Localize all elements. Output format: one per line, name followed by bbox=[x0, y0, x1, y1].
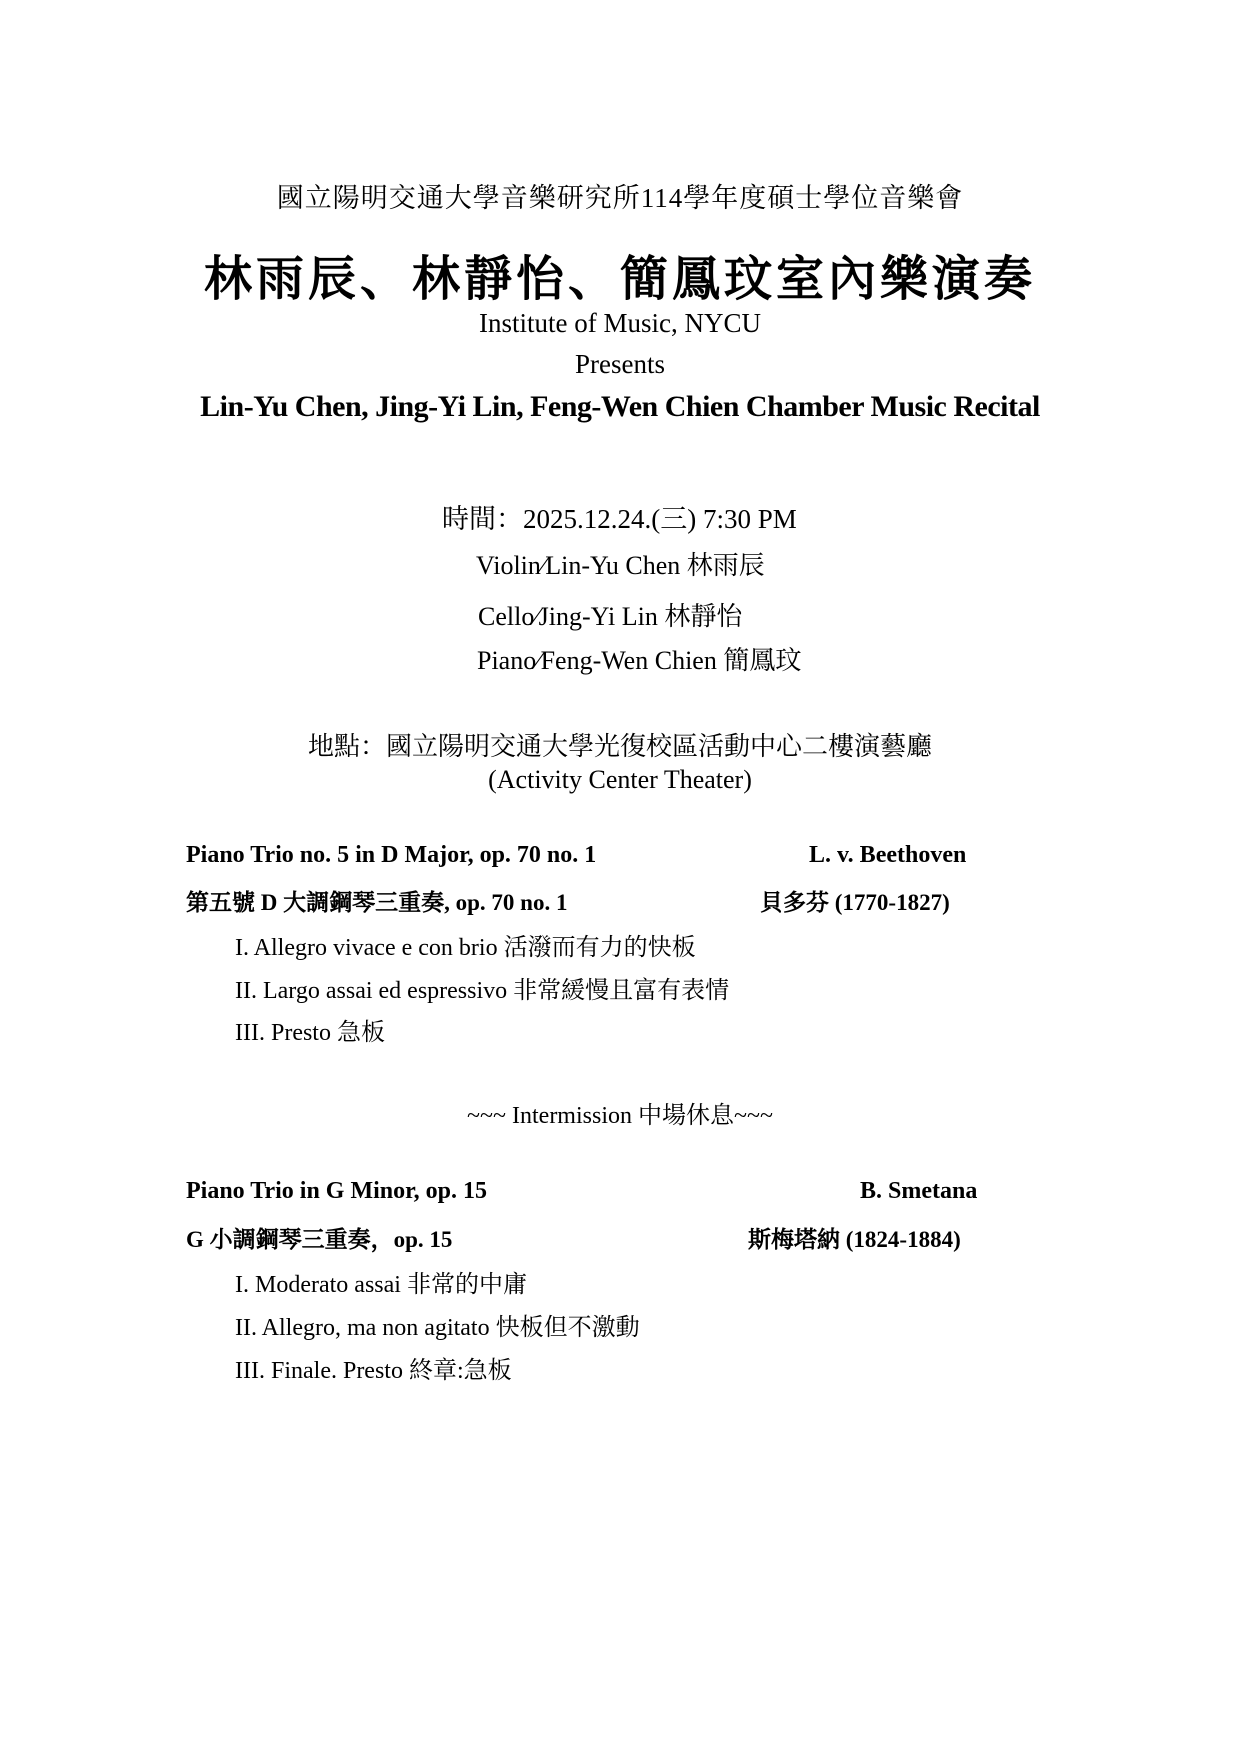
performer-piano: Piano∕Feng-Wen Chien 簡鳳玟 bbox=[477, 646, 802, 675]
piece-1-movement-1: I. Allegro vivace e con brio 活潑而有力的快板 bbox=[235, 935, 696, 961]
piece-2-movement-3: III. Finale. Presto 終章:急板 bbox=[235, 1358, 512, 1384]
piece-1-movement-3: III. Presto 急板 bbox=[235, 1020, 385, 1046]
recital-title-en: Lin-Yu Chen, Jing-Yi Lin, Feng-Wen Chien Chamber Music Recital bbox=[200, 390, 1040, 423]
piece-2-movement-2: II. Allegro, ma non agitato 快板但不激動 bbox=[235, 1315, 640, 1341]
event-venue: 地點：國立陽明交通大學光復校區活動中心二樓演藝廳 bbox=[307, 732, 932, 761]
piece-1-composer: L. v. Beethoven bbox=[809, 842, 967, 868]
piece-1-title-zh: 第五號 D 大調鋼琴三重奏, op. 70 no. 1 bbox=[186, 890, 568, 915]
piece-2-title: Piano Trio in G Minor, op. 15 bbox=[186, 1178, 487, 1204]
intermission-line: ~~~ Intermission 中場休息~~~ bbox=[467, 1103, 773, 1129]
piece-1-title: Piano Trio no. 5 in D Major, op. 70 no. 1 bbox=[186, 842, 597, 868]
piece-2-movement-1: I. Moderato assai 非常的中庸 bbox=[235, 1272, 527, 1298]
piece-2-composer-dates: 斯梅塔納 (1824-1884) bbox=[748, 1227, 961, 1252]
event-time: 時間：2025.12.24.(三) 7:30 PM bbox=[442, 504, 797, 534]
performer-cello: Cello∕Jing-Yi Lin 林靜怡 bbox=[478, 602, 743, 631]
recital-title-zh: 林雨辰、林靜怡、簡鳳玟室內樂演奏 bbox=[203, 251, 1036, 307]
piece-1-composer-dates: 貝多芬 (1770-1827) bbox=[760, 890, 950, 915]
piece-2-title-zh: G 小調鋼琴三重奏，op. 15 bbox=[186, 1227, 453, 1252]
performer-violin: Violin∕Lin-Yu Chen 林雨辰 bbox=[476, 551, 765, 580]
piece-1-movement-2: II. Largo assai ed espressivo 非常緩慢且富有表情 bbox=[235, 978, 730, 1004]
institute-name: Institute of Music, NYCU bbox=[479, 308, 761, 338]
presents-label: Presents bbox=[575, 349, 665, 379]
event-venue-en: (Activity Center Theater) bbox=[488, 765, 752, 794]
concert-subtitle: 國立陽明交通大學音樂研究所114學年度碩士學位音樂會 bbox=[276, 183, 964, 213]
piece-2-composer: B. Smetana bbox=[860, 1178, 978, 1204]
